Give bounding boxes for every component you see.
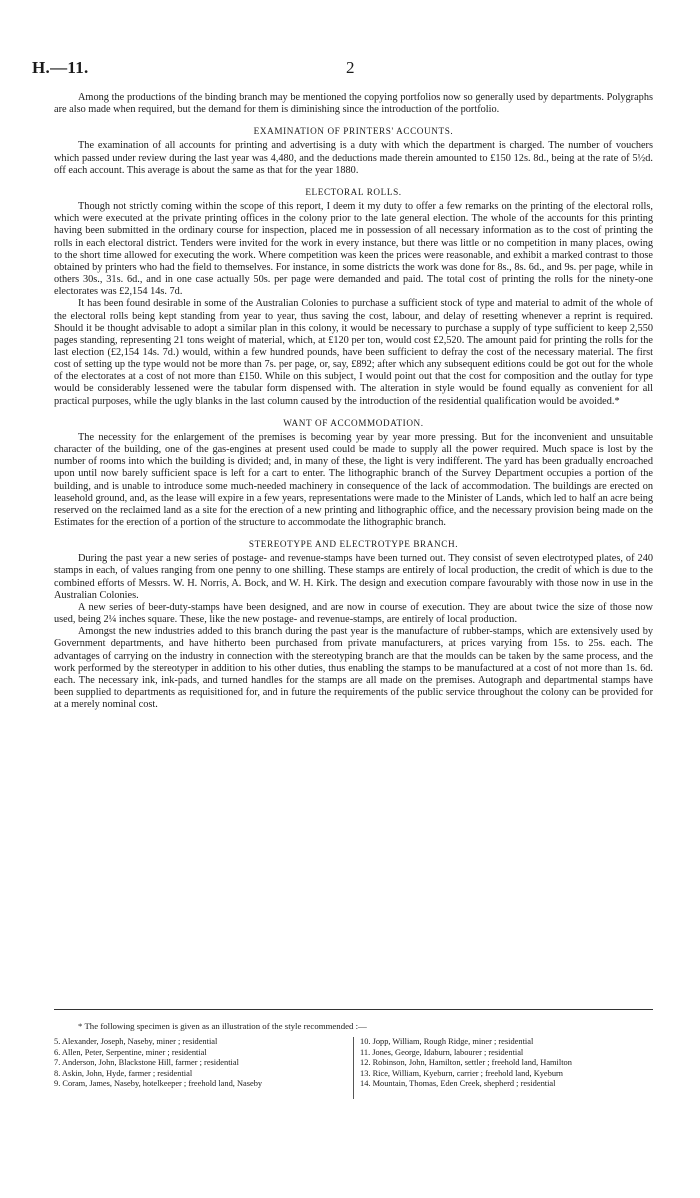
paragraph-stereotype-2: A new series of beer-duty-stamps have been designed, and are now in course of execution. They are about twice the size of those now used, being 2¼ inches square. These, like the new postage- and revenue-stamps, are entirely of local production.	[54, 601, 653, 626]
footnote-entry: 14. Mountain, Thomas, Eden Creek, shepherd ; residential	[360, 1079, 556, 1089]
footnote-entry: 11. Jones, George, Idaburn, labourer ; residential	[360, 1047, 524, 1057]
footnote-entry: 5. Alexander, Joseph, Naseby, miner ; residential	[54, 1037, 218, 1046]
paragraph-accommodation: The necessity for the enlargement of the premises is becoming year by year more pressing. But for the inconvenient and unsuitable character of the building, one of the gas-engines at present used could be made to supply all the power required. Much space is lost by the number of rooms into which the building is divided; and, in many of these, the light is very indifferent. The yard has been gradually encroached upon until now barely sufficient space is left for a cart to enter. The lithographic branch of the Survey Department occupies a portion of the building, and is unable to introduce some much-needed machinery in consequence of the lack of accommodation. The buildings are erected on leasehold ground, and, as the lease will expire in a few years, representations were made to the Minister of Lands, which led to half an acre being reserved on the reclaimed land as a site for the erection of a new printing and lithographic office, and the necessary provision being made on the Estimates for the erection of a portion of the structure to accommodate the lithographic branch.	[54, 431, 653, 528]
document-reference: H.—11.	[32, 58, 89, 77]
paragraph-stereotype-1: During the past year a new series of postage- and revenue-stamps have been turned out. They consist of seven electrotyped plates, of 240 stamps in each, of values ranging from one penny to one shilling. These stamps are entirely of local production, the credit of which is due to the combined efforts of Messrs. W. H. Norris, A. Bock, and W. H. Kirk. The design and execution compare favourably with those now in use in the Australian Colonies.	[54, 553, 653, 601]
heading-stereotype: STEREOTYPE AND ELECTROTYPE BRANCH.	[248, 539, 459, 550]
paragraph-examination: The examination of all accounts for printing and advertising is a duty with which the department is charged. The number of vouchers which passed under review during the last year was 4,480, and the deductions made therein amounted to £150 12s. 8d., being at the rate of 5½d. off each account. This average is about the same as that for the year 1880.	[54, 140, 653, 176]
footnote-entry: 8. Askin, John, Hyde, farmer ; residential	[54, 1068, 193, 1078]
paragraph-binding-branch: Among the productions of the binding branch may be mentioned the copying portfolios now so generally used by departments. Polygraphs are also made when required, but the demand for them is diminishing since the introduction of the portfolio.	[54, 92, 653, 116]
heading-examination: EXAMINATION OF PRINTERS' ACCOUNTS.	[253, 126, 454, 137]
footnote-divider	[54, 1009, 653, 1010]
footnote-entry: 13. Rice, William, Kyeburn, carrier ; freehold land, Kyeburn	[360, 1068, 563, 1078]
footnote-entry: 7. Anderson, John, Blackstone Hill, farmer ; residential	[54, 1058, 239, 1068]
footnote-entry: 6. Allen, Peter, Serpentine, miner ; residential	[54, 1047, 207, 1057]
heading-accommodation: WANT OF ACCOMMODATION.	[283, 417, 424, 428]
footnote-entry: 10. Jopp, William, Rough Ridge, miner ; residential	[360, 1037, 534, 1046]
paragraph-electoral-rolls-1: Though not strictly coming within the scope of this report, I deem it my duty to offer a few remarks on the printing of the electoral rolls, which were executed at the private printing offices in the colony prior to the late general election. The whole of the accounts for this printing having been submitted in the ordinary course for inspection, placed me in possession of all necessary information as to the cost of printing the rolls in each electoral district. Tenders were invited for the work in every instance, but there was little or no competition in many places, owing to the short time allowed for executing the work. Where competition was keen the prices were reasonable, and exhibit a marked contrast to those obtained by printers who had the field to themselves. For instance, in some districts the work was done for 8s., 8s. 6d., and 9s. per page, while in others 30s., 31s. 6d., and in one case actually 50s. per page were demanded and paid. The total cost of printing the rolls for the ninety-one electorates was £2,154 14s. 7d.	[54, 201, 653, 298]
paragraph-stereotype-3: Amongst the new industries added to this branch during the past year is the manufacture of rubber-stamps, which are extensively used by Government departments, and have hitherto been purchased from private manufacturers, at prices varying from 15s. to 25s. each. The advantages of carrying on the industry in connection with the stereotyping branch are that the moulds can be taken by the same process, and the work performed by the stereotyper in addition to his other duties, thus enabling the stamps to be manufactured at a cost of not more than 1s. 6d. each. The necessary ink, ink-pads, and turned handles for the stamps are all made on the premises. Autograph and departmental stamps have been supplied to departments as requisitioned for, and in future the requirements of the public service throughout the colony can be provided for at a merely nominal cost.	[54, 626, 653, 711]
heading-electoral-rolls: ELECTORAL ROLLS.	[305, 186, 402, 197]
footnote-column-left	[54, 1037, 353, 1099]
footnote-intro: * The following specimen is given as an illustration of the style recommended :—	[78, 1021, 367, 1031]
footnote-entry: 9. Coram, James, Naseby, hotelkeeper ; freehold land, Naseby	[54, 1079, 263, 1089]
paragraph-electoral-rolls-2: It has been found desirable in some of the Australian Colonies to purchase a sufficient stock of type and material to admit of the whole of the electoral rolls being kept standing from year to year, thus saving the cost, labour, and delay of resetting whenever a reprint is required. Should it be thought advisable to adopt a similar plan in this colony, it would be necessary to purchase a supply of type sufficient to keep 2,550 pages standing, representing 21 tons weight of material, which, at £120 per ton, would cost £2,520. The amount paid for printing the rolls for the last election (£2,154 14s. 7d.) would, within a few hundred pounds, have been sufficient to defray the cost of the necessary material. The first cost of setting up the type would not be more than 7s. per page, or, say, £892; after which any subsequent editions could be got out for the whole of the electorates at a cost of not more than £150. While on this subject, I would point out that the cost for composition and the outlay for type would be considerably lessened were the tabular form dispensed with. The alteration in style would be found equally as convenient for all practical purposes, while the ugly blanks in the last column caused by the introduction of the residential qualification would be avoided.*	[54, 298, 653, 407]
footnote-specimen	[54, 1037, 653, 1099]
page-number: 2	[346, 58, 355, 77]
footnote-column-right	[353, 1037, 652, 1099]
footnote-entry: 12. Robinson, John, Hamilton, settler ; freehold land, Hamilton	[360, 1058, 572, 1068]
report-body	[54, 92, 653, 711]
